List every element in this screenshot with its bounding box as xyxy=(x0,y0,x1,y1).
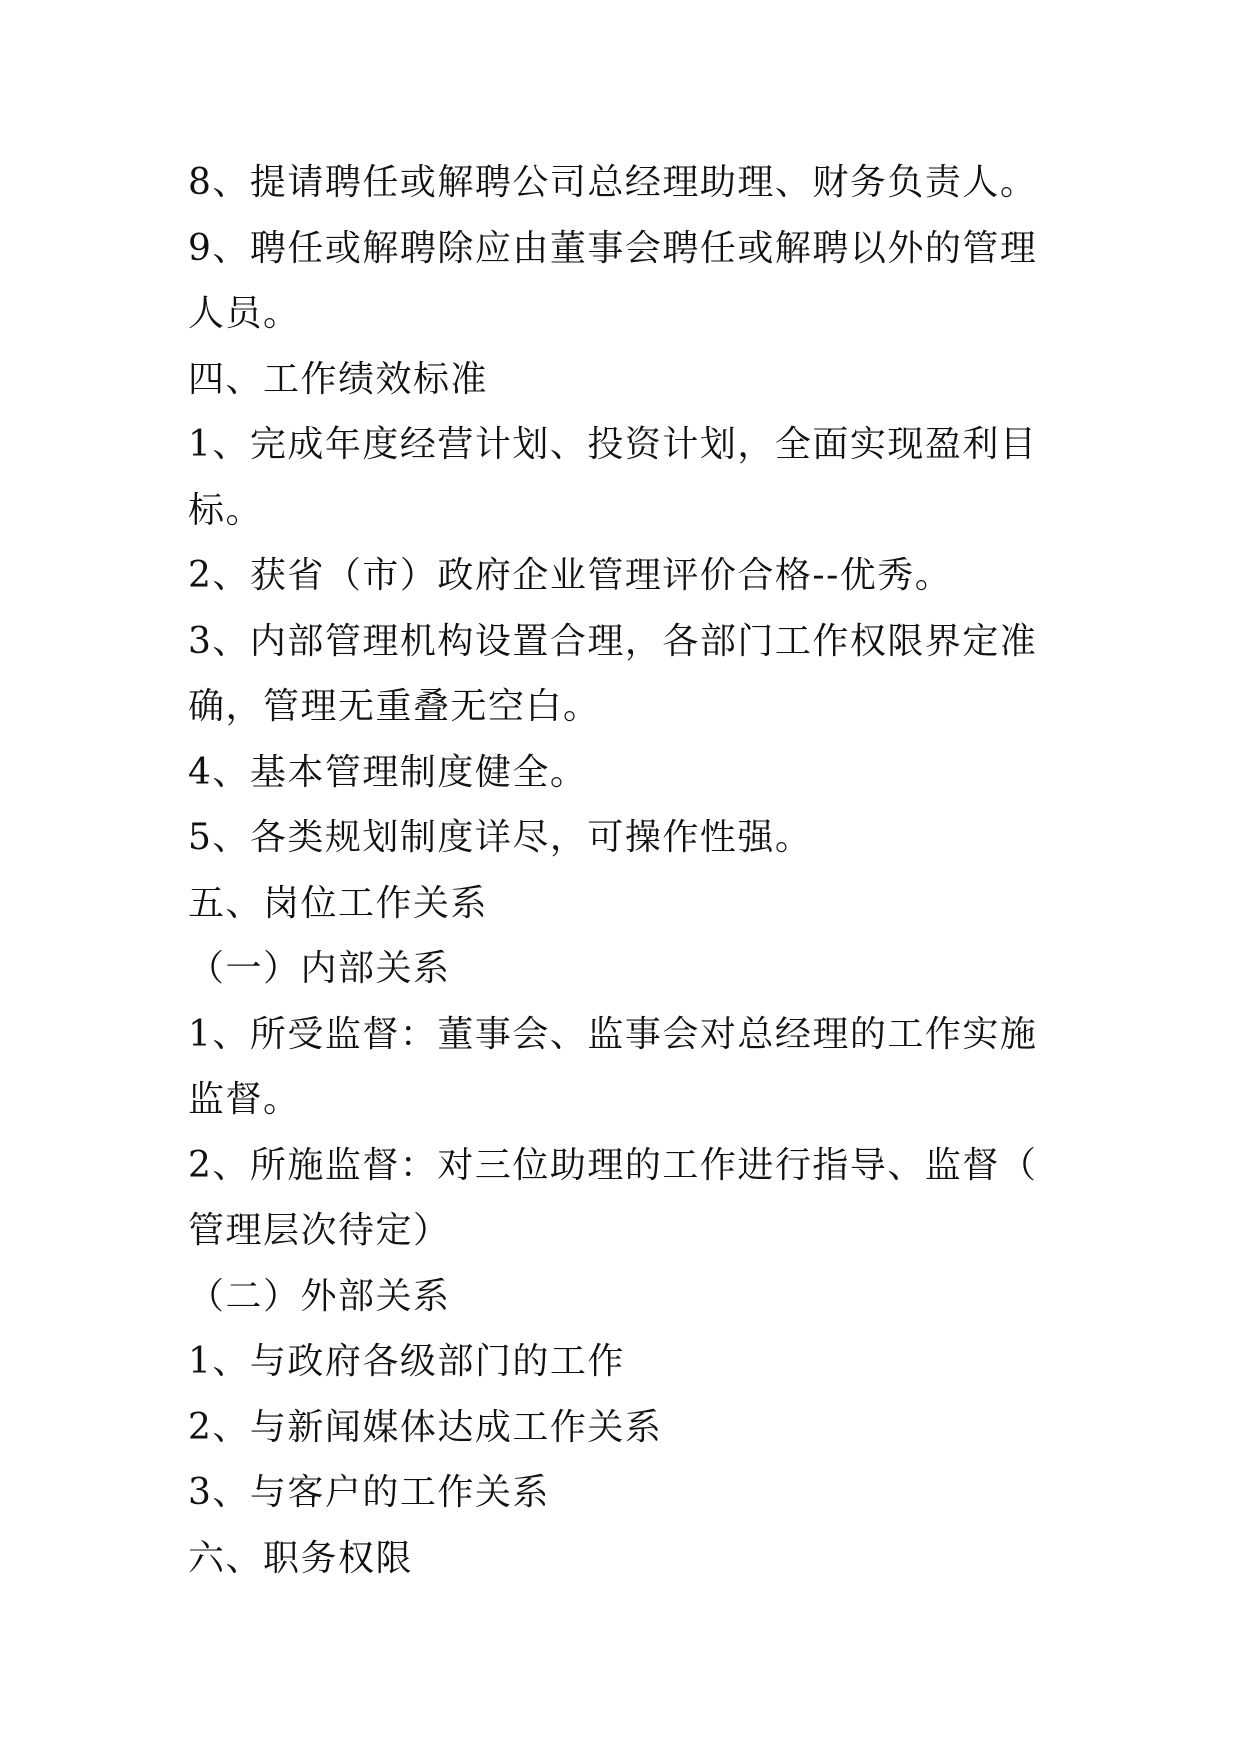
external-item-2: 2、与新闻媒体达成工作关系 xyxy=(188,1406,663,1448)
performance-item-3: 3、内部管理机构设置合理，各部门工作权限界定准 xyxy=(188,620,1038,662)
section-heading-5: 五、岗位工作关系 xyxy=(188,882,489,924)
item-9-continuation: 人员。 xyxy=(188,293,301,334)
item-9-line: 9、聘任或解聘除应由董事会聘任或解聘以外的管理 xyxy=(188,227,1038,269)
document-body xyxy=(188,150,1048,1591)
item-8-line: 8、提请聘任或解聘公司总经理助理、财务负责人。 xyxy=(188,162,1038,203)
internal-item-2-continuation: 管理层次待定） xyxy=(188,1210,451,1251)
internal-item-1: 1、所受监督：董事会、监事会对总经理的工作实施 xyxy=(188,1013,1038,1055)
performance-item-1: 1、完成年度经营计划、投资计划，全面实现盈利目 xyxy=(188,424,1038,465)
subsection-internal: （一）内部关系 xyxy=(188,948,451,989)
internal-item-1-continuation: 监督。 xyxy=(188,1079,301,1120)
performance-item-5: 5、各类规划制度详尽，可操作性强。 xyxy=(188,817,813,858)
performance-item-2: 2、获省（市）政府企业管理评价合格--优秀。 xyxy=(188,555,953,596)
performance-item-1-continuation: 标。 xyxy=(188,489,264,531)
performance-item-4: 4、基本管理制度健全。 xyxy=(188,751,588,793)
internal-item-2: 2、所施监督：对三位助理的工作进行指导、监督（ xyxy=(188,1144,1038,1186)
section-heading-4: 四、工作绩效标准 xyxy=(188,358,489,400)
external-item-3: 3、与客户的工作关系 xyxy=(188,1472,550,1513)
external-item-1: 1、与政府各级部门的工作 xyxy=(188,1341,625,1382)
performance-item-3-continuation: 确，管理无重叠无空白。 xyxy=(188,686,601,727)
section-heading-6: 六、职务权限 xyxy=(188,1537,414,1579)
subsection-external: （二）外部关系 xyxy=(188,1275,451,1317)
